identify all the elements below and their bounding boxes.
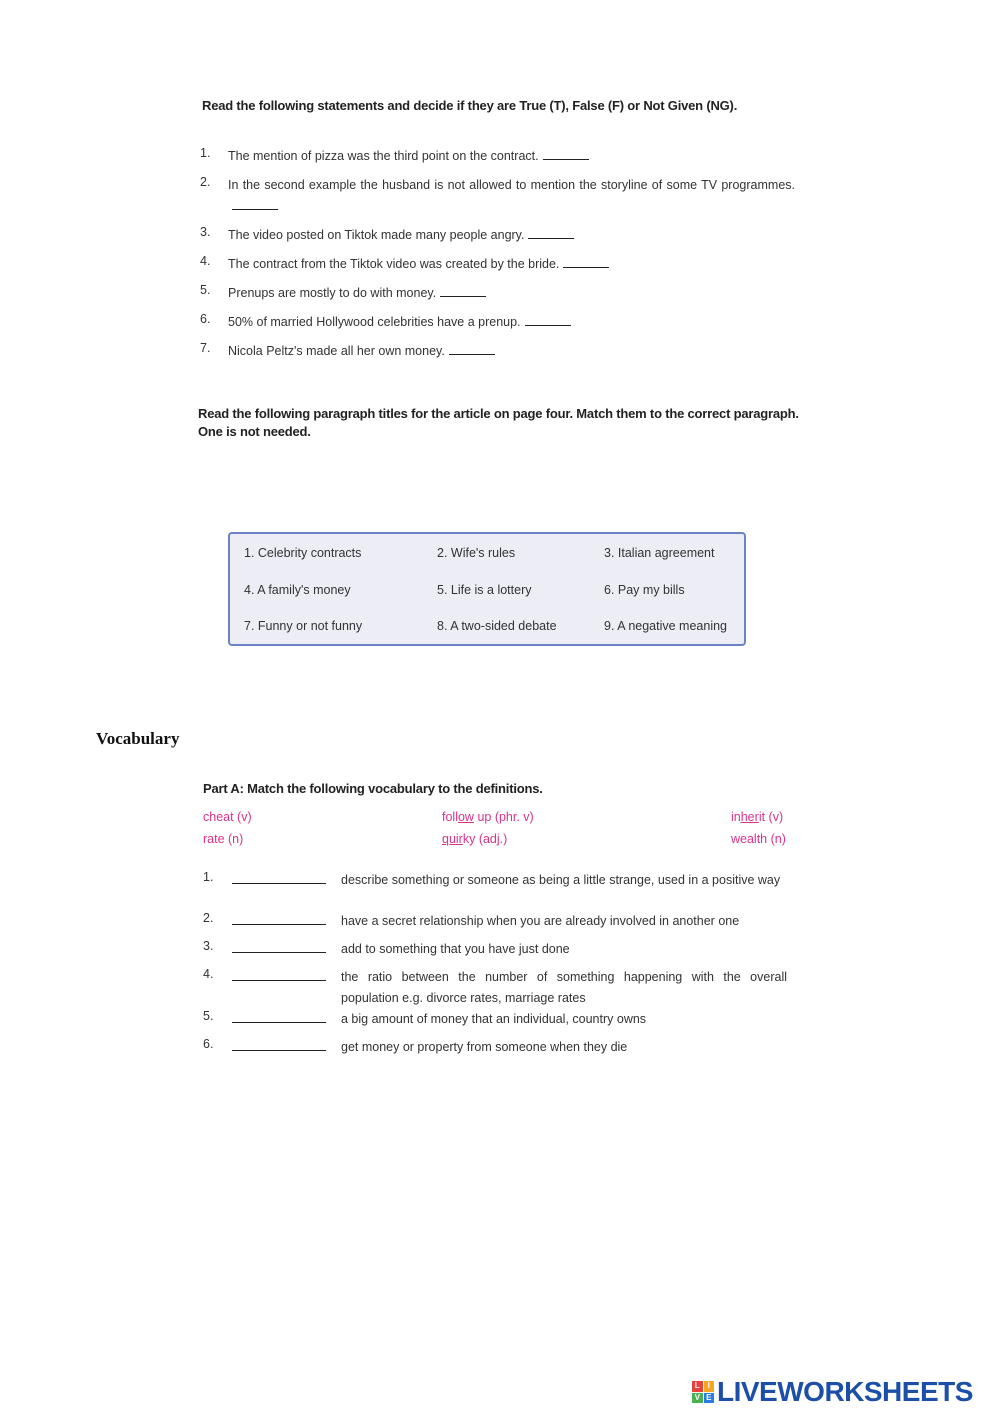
list-item: [200, 312, 795, 341]
list-item: [200, 146, 795, 175]
list-item: [200, 283, 795, 312]
title-option: 6. Pay my bills: [604, 583, 685, 597]
item-number: 1.: [200, 146, 211, 160]
word-part: up (phr. v): [473, 810, 534, 824]
definition-row: [203, 939, 793, 961]
list-item: [200, 341, 795, 370]
item-number: 2.: [203, 911, 214, 925]
liveworksheets-logo[interactable]: [692, 1374, 973, 1410]
statement-text: The video posted on Tiktok made many people angry.: [228, 228, 525, 242]
list-item: [200, 225, 795, 254]
item-number: 5.: [200, 283, 211, 297]
answer-blank[interactable]: [232, 924, 326, 925]
definition-row: [203, 1009, 793, 1031]
logo-letter: E: [704, 1393, 715, 1404]
answer-blank[interactable]: [543, 147, 589, 160]
answer-blank[interactable]: [232, 1050, 326, 1051]
title-option: 5. Life is a lottery: [437, 583, 532, 597]
word-part: in: [731, 810, 741, 824]
titles-instruction-line1: Read the following paragraph titles for the article on page four. Match them to the correct paragraph.: [198, 406, 799, 421]
title-option: 9. A negative meaning: [604, 619, 728, 633]
answer-blank[interactable]: [232, 952, 326, 953]
title-option: 3. Italian agreement: [604, 546, 715, 560]
logo-letter: I: [704, 1381, 715, 1392]
title-option: 2. Wife's rules: [437, 546, 516, 560]
word-part: it (v): [758, 810, 784, 824]
titles-instruction-line2: One is not needed.: [198, 424, 311, 439]
title-option: 1. Celebrity contracts: [244, 546, 362, 560]
vocab-word-quirky: [442, 832, 507, 846]
answer-blank[interactable]: [525, 313, 571, 326]
item-number: 7.: [200, 341, 211, 355]
logo-icon: [692, 1381, 714, 1403]
answer-blank[interactable]: [232, 197, 278, 210]
answer-blank[interactable]: [232, 1022, 326, 1023]
definition-row: [203, 911, 793, 933]
word-part: ky (adj.): [462, 832, 508, 846]
vocab-word-inherit: [731, 810, 783, 824]
answer-blank[interactable]: [449, 342, 495, 355]
title-option: 4. A family's money: [244, 583, 351, 597]
statement-text: The mention of pizza was the third point on the contract.: [228, 149, 539, 163]
tf-instruction: Read the following statements and decide if they are True (T), False (F) or Not Given (NG).: [202, 98, 738, 113]
part-a-instruction: Part A: Match the following vocabulary to the definitions.: [203, 781, 543, 796]
item-number: 2.: [200, 175, 211, 189]
list-item: [200, 175, 795, 225]
definition-text: get money or property from someone when they die: [341, 1040, 628, 1054]
item-number: 4.: [200, 254, 211, 268]
item-number: 5.: [203, 1009, 214, 1023]
stress-mark: ow: [457, 810, 474, 824]
definition-row: [203, 967, 793, 1009]
item-number: 1.: [203, 870, 214, 884]
item-number: 6.: [203, 1037, 214, 1051]
title-option: 8. A two-sided debate: [437, 619, 557, 633]
answer-blank[interactable]: [232, 980, 326, 981]
paragraph-titles-box: [228, 532, 746, 646]
definition-row: [203, 870, 793, 912]
vocab-word-follow-up: [442, 810, 534, 824]
vocab-word-rate: rate (n): [203, 832, 244, 846]
definition-text: the ratio between the number of something happening with the overall population e.g. divorce rates, marriage rates: [341, 970, 787, 1005]
logo-text: LIVEWORKSHEETS: [717, 1376, 973, 1407]
answer-blank[interactable]: [563, 255, 609, 268]
definition-text: add to something that you have just done: [341, 942, 570, 956]
item-number: 6.: [200, 312, 211, 326]
item-number: 3.: [203, 939, 214, 953]
statement-text: In the second example the husband is not allowed to mention the storyline of some TV programmes.: [228, 178, 795, 192]
answer-blank[interactable]: [528, 226, 574, 239]
vocab-word-wealth: wealth (n): [731, 832, 786, 846]
definition-text: a big amount of money that an individual, country owns: [341, 1012, 647, 1026]
vocabulary-heading: Vocabulary: [96, 729, 180, 748]
answer-blank[interactable]: [232, 883, 326, 884]
word-part: foll: [442, 810, 458, 824]
stress-mark: quir: [442, 832, 463, 846]
logo-letter: L: [692, 1381, 703, 1392]
statement-text: 50% of married Hollywood celebrities have a prenup.: [228, 315, 521, 329]
definition-row: [203, 1037, 793, 1059]
definition-text: describe something or someone as being a little strange, used in a positive way: [341, 873, 781, 887]
item-number: 4.: [203, 967, 214, 981]
tf-statement-list: [200, 146, 795, 370]
title-option: 7. Funny or not funny: [244, 619, 363, 633]
statement-text: Nicola Peltz's made all her own money.: [228, 344, 445, 358]
vocab-word-cheat: cheat (v): [203, 810, 252, 824]
statement-text: Prenups are mostly to do with money.: [228, 286, 437, 300]
list-item: [200, 254, 795, 283]
answer-blank[interactable]: [440, 284, 486, 297]
statement-text: The contract from the Tiktok video was created by the bride.: [228, 257, 560, 271]
definition-text: have a secret relationship when you are already involved in another one: [341, 914, 740, 928]
stress-mark: her: [740, 810, 759, 824]
logo-letter: V: [692, 1393, 703, 1404]
item-number: 3.: [200, 225, 211, 239]
